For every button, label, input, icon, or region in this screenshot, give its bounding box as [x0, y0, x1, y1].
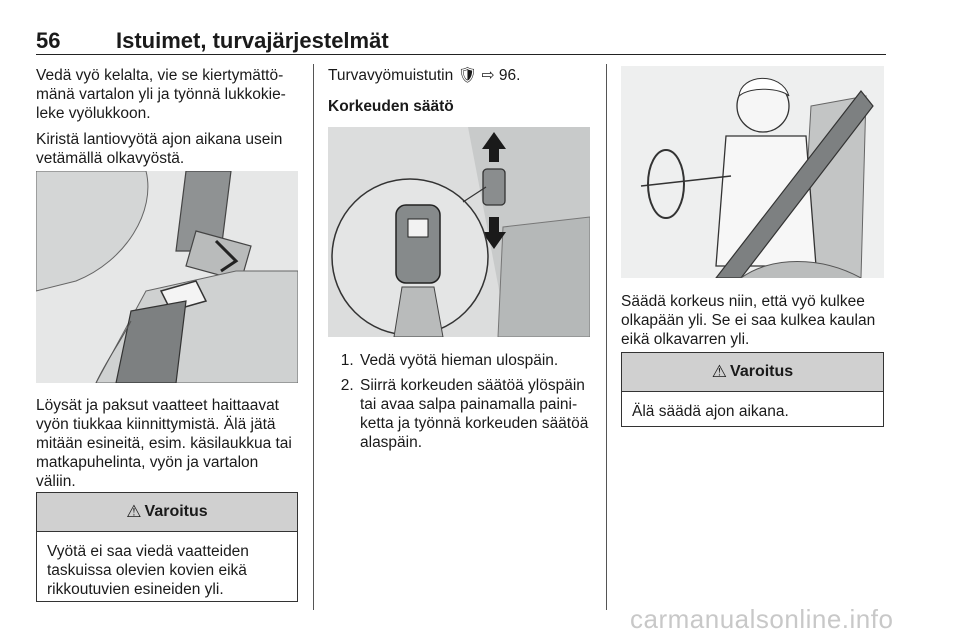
paragraph: Säädä korkeus niin, että vyö kulkee olkapään yli. Se ei saa kulkea kaulan eikä olkavarren yli. — [621, 293, 876, 348]
column-1-lower — [36, 396, 302, 498]
height-adjuster-illustration — [328, 127, 590, 337]
driver-seatbelt-illustration — [621, 66, 884, 278]
seatbelt-reminder-icon: 🛡 — [457, 67, 478, 84]
warning-title — [37, 493, 297, 532]
section-heading: Korkeuden säätö — [328, 98, 454, 115]
page-header — [36, 28, 886, 55]
steps-list — [328, 351, 592, 452]
warning-title-text: Varoitus — [144, 503, 208, 520]
column-2 — [328, 66, 594, 123]
warning-triangle-icon: ⚠ — [711, 362, 728, 381]
watermark: carmanualsonline.info — [630, 604, 894, 634]
chapter-title: Istuimet, turvajärjestelmät — [116, 28, 389, 53]
driver-drawing — [621, 66, 884, 278]
paragraph: Vedä vyö kelalta, vie se kiertymättö-mänä vartalon yli ja työnnä lukkokie-leke vyölukkoon. — [36, 67, 286, 122]
page-reference: 96. — [498, 67, 521, 84]
warning-triangle-icon: ⚠ — [126, 502, 142, 521]
adjust-steps — [328, 351, 592, 458]
step-item: 2. Siirrä korkeuden säätöä ylöspäin tai avaa salpa painamalla paini-ketta ja työnnä korkeuden säätöä alaspäin. — [358, 376, 592, 452]
column-1 — [36, 66, 300, 175]
reminder-line — [328, 66, 594, 85]
warning-body: Älä säädä ajon aikana. — [632, 403, 789, 420]
warning-title — [622, 353, 883, 392]
paragraph: Löysät ja paksut vaatteet haittaavat vyön tiukkaa kiinnittymistä. Älä jätä mitään esineitä, esim. käsilaukkua tai matkapuhelinta, vyön ja vartalon väliin. — [36, 397, 292, 490]
warning-box — [621, 352, 884, 427]
step-item: 1. Vedä vyötä hieman ulospäin. — [358, 351, 592, 370]
page-number: 56 — [36, 28, 61, 53]
buckle-drawing — [36, 171, 298, 383]
reminder-text: Turvavyömuistutin — [328, 67, 454, 84]
column-3 — [621, 292, 885, 356]
column-divider-2 — [606, 64, 607, 610]
height-adjuster-drawing — [328, 127, 590, 337]
warning-box — [36, 492, 298, 602]
warning-body: Vyötä ei saa viedä vaatteiden taskuissa olevien kovien eikä rikkoutuvien esineiden yli. — [47, 543, 249, 598]
page-ref-arrow-icon: ⇨ — [481, 67, 495, 84]
paragraph: Kiristä lantiovyötä ajon aikana usein vetämällä olkavyöstä. — [36, 131, 283, 167]
warning-title-text: Varoitus — [730, 363, 794, 380]
column-divider-1 — [313, 64, 314, 610]
buckle-illustration — [36, 171, 298, 383]
